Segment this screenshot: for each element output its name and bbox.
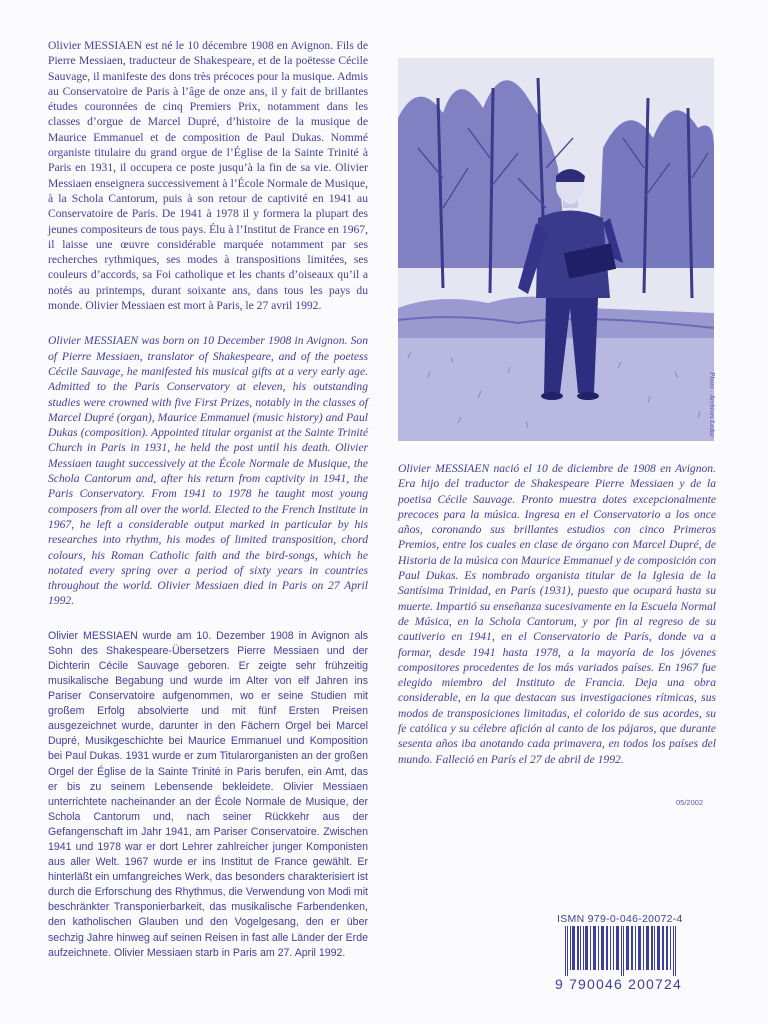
left-column xyxy=(48,38,368,981)
barcode-bar xyxy=(616,926,619,970)
bio-german: Olivier MESSIAEN wurde am 10. Dezember 1908 in Avignon als Sohn des Shakespeare-Übersetzers Pierre Messiaen und der Dichterin Cécile Sauvage geboren. Er zeigte sehr frühzeitig musikalische Begabung und wurde im Alter von elf Jahren ins Pariser Conservatoire aufgenommen, wo er seine Studien mit großem Erfolg absolvierte und mit fünf Ersten Preisen ausgezeichnet wurde, darunter in den Fächern Orgel bei Marcel Dupré, Musikgeschichte bei Maurice Emmanuel und Komposition bei Paul Dukas. 1931 wurde er zum Titularorganisten an der großen Orgel der Église de la Sainte Trinité in Paris berufen, ein Amt, das er bis zu seinem Lebensende bekleidete. Olivier Messiaen unterrichtete nacheinander an der École Normale de Musique, der Schola Cantorum und, nach seiner Rückkehr aus der Gefangenschaft im Jahr 1941, am Pariser Conservatoire. Zwischen 1941 und 1978 war er dort Lehrer zahlreicher junger Komponisten aus aller Welt. 1967 wurde er ins Institut de France gewählt. Er hinterläßt ein umfangreiches Werk, das besonders charakterisiert ist durch die Erforschung des Rhythmus, die Verwendung von Modi mit beschränkter Transponierbarkeit, das musikalische Farbendenken, den katholischen Glauben und den Vogelgesang, den er über sechzig Jahre hinweg auf seinen Reisen in fast alle Länder der Erde aufzeichnete. Olivier Messiaen starb in Paris am 27. April 1992. xyxy=(48,629,368,959)
barcode-bar xyxy=(666,926,668,970)
barcode-bar xyxy=(610,926,611,970)
barcode-bar xyxy=(631,926,633,970)
composer-photo-illustration xyxy=(398,58,714,441)
ismn-number: ISMN 979-0-046-20072-4 xyxy=(557,913,683,925)
right-column xyxy=(398,461,716,787)
barcode-bar xyxy=(601,926,604,970)
bio-english: Olivier MESSIAEN was born on 10 December 1908 in Avignon. Son of Pierre Messiaen, translator of Shakespeare, and of the poetess Cécile Sauvage, he manifested his musical gifts at a very early age. Admitted to the Paris Conservatory at eleven, his outstanding studies were crowned with five First Prizes, notably in the classes of Marcel Dupré (organ), Maurice Emmanuel (music history) and Paul Dukas (composition). Appointed titular organist at the Sainte Trinité Church in Paris in 1931, he held the post until his death. Olivier Messiaen taught successively at the École Normale de Musique, the Schola Cantorum and, after his return from captivity in 1941, the Paris Conservatory. From 1941 to 1978 he taught most young composers from all over the world. Elected to the French Institute in 1967, he left a considerable output marked in particular by his researches into rhythm, his modes of limited transposition, chord colours, his Roman Catholic faith and the bird-songs, which he notated every spring over a period of sixty years in countries throughout the world. Olivier Messiaen died in Paris on 27 April 1992. xyxy=(48,334,368,608)
barcode-bar xyxy=(643,926,644,970)
barcode-bars xyxy=(555,926,713,976)
barcode-bar xyxy=(606,926,608,970)
barcode-bar xyxy=(570,926,571,970)
barcode xyxy=(555,913,717,991)
date-code: 05/2002 xyxy=(676,798,704,807)
barcode-bar xyxy=(585,926,588,970)
barcode-bar xyxy=(626,926,629,970)
barcode-bar xyxy=(565,926,566,976)
barcode-bar xyxy=(670,926,671,970)
barcode-bar xyxy=(621,926,622,976)
barcode-bar xyxy=(583,926,584,970)
barcode-bar xyxy=(577,926,579,970)
barcode-bar xyxy=(613,926,614,970)
composer-photo xyxy=(398,58,714,441)
barcode-bar xyxy=(662,926,664,970)
bio-french: Olivier MESSIAEN est né le 10 décembre 1908 en Avignon. Fils de Pierre Messiaen, traducteur de Shakespeare, et de la poëtesse Cécile Sauvage, il manifeste des dons très précoces pour la musique. Admis au Conservatoire de Paris à l’âge de onze ans, il y fait de brillantes études couronnées de cinq Premiers Prix, notamment dans les classes d’orgue de Marcel Dupré, d’histoire de la musique de Maurice Emmanuel et de composition de Paul Dukas. Nommé organiste titulaire du grand orgue de l’Église de la Sainte Trinité à Paris en 1931, il occupera ce poste jusqu’à la fin de sa vie. Olivier Messiaen enseignera successivement à l’École Normale de Musique, à la Schola Cantorum, puis à son retour de captivité en 1941 au Conservatoire de Paris. De 1941 à 1978 il y formera la plupart des jeunes compositeurs de tous pays. Élu à l’Institut de France en 1967, il laisse une œuvre considérable marquée notamment par ses recherches rythmiques, ses modes à transpositions limitées, ses couleurs d’accords, sa Foi catholique et les chants d’oiseaux qu’il a notés au printemps, durant soixante ans, dans tous les pays du monde. Olivier Messiaen est mort à Paris, le 27 avril 1992. xyxy=(48,39,368,313)
barcode-bar xyxy=(651,926,653,970)
barcode-bar xyxy=(567,926,568,976)
barcode-bar xyxy=(654,926,655,970)
barcode-bar xyxy=(646,926,649,970)
barcode-bar xyxy=(673,926,674,976)
barcode-digits: 9 790046 200724 xyxy=(555,976,682,992)
barcode-bar xyxy=(635,926,636,970)
barcode-bar xyxy=(598,926,599,970)
photo-credit: Photo : Archives Leduc xyxy=(708,372,716,438)
barcode-bar xyxy=(657,926,660,970)
barcode-bar xyxy=(623,926,624,976)
barcode-bar xyxy=(580,926,581,970)
barcode-bar xyxy=(638,926,641,970)
bio-spanish: Olivier MESSIAEN nació el 10 de diciembre de 1908 en Avignon. Era hijo del traductor de Shakespeare Pierre Messiaen y de la poetisa Cécile Sauvage. Pronto muestra dotes excepcionalmente precoces para la música. Ingresa en el Conservatorio a los once años, coronando sus brillantes estudios con cinco Primeros Premios, entre los cuales en clase de órgano con Marcel Dupré, de Historia de la música con Maurice Emmanuel y de composición con Paul Dukas. Es nombrado organista titular de la Iglesia de la Santísima Trinidad, en París (1931), puesto que ocupará hasta su muerte. Impartió su enseñanza sucesivamente en la Escuela Normal de Música, en la Schola Cantorum, y por fin al regreso de su cautiverio en 1941, en el Conservatorio de París, donde va a formar, desde 1941 hasta 1978, a la mayoría de los jóvenes compositores procedentes de los más variados países. En 1967 fue elegido miembro del Instituto de Francia. Deja una obra considerable, en la que destacan sus investigaciones rítmicas, sus modos de transposiciones limitadas, el colorido de sus acordes, su fe católica y su célebre afición al canto de los pájaros, que durante sesenta años iba anotando cada primavera, en todos los países del mundo. Falleció en París el 27 de abril de 1992. xyxy=(398,462,716,766)
barcode-bar xyxy=(590,926,591,970)
barcode-bar xyxy=(593,926,596,970)
barcode-bar xyxy=(675,926,676,976)
barcode-bar xyxy=(572,926,575,970)
